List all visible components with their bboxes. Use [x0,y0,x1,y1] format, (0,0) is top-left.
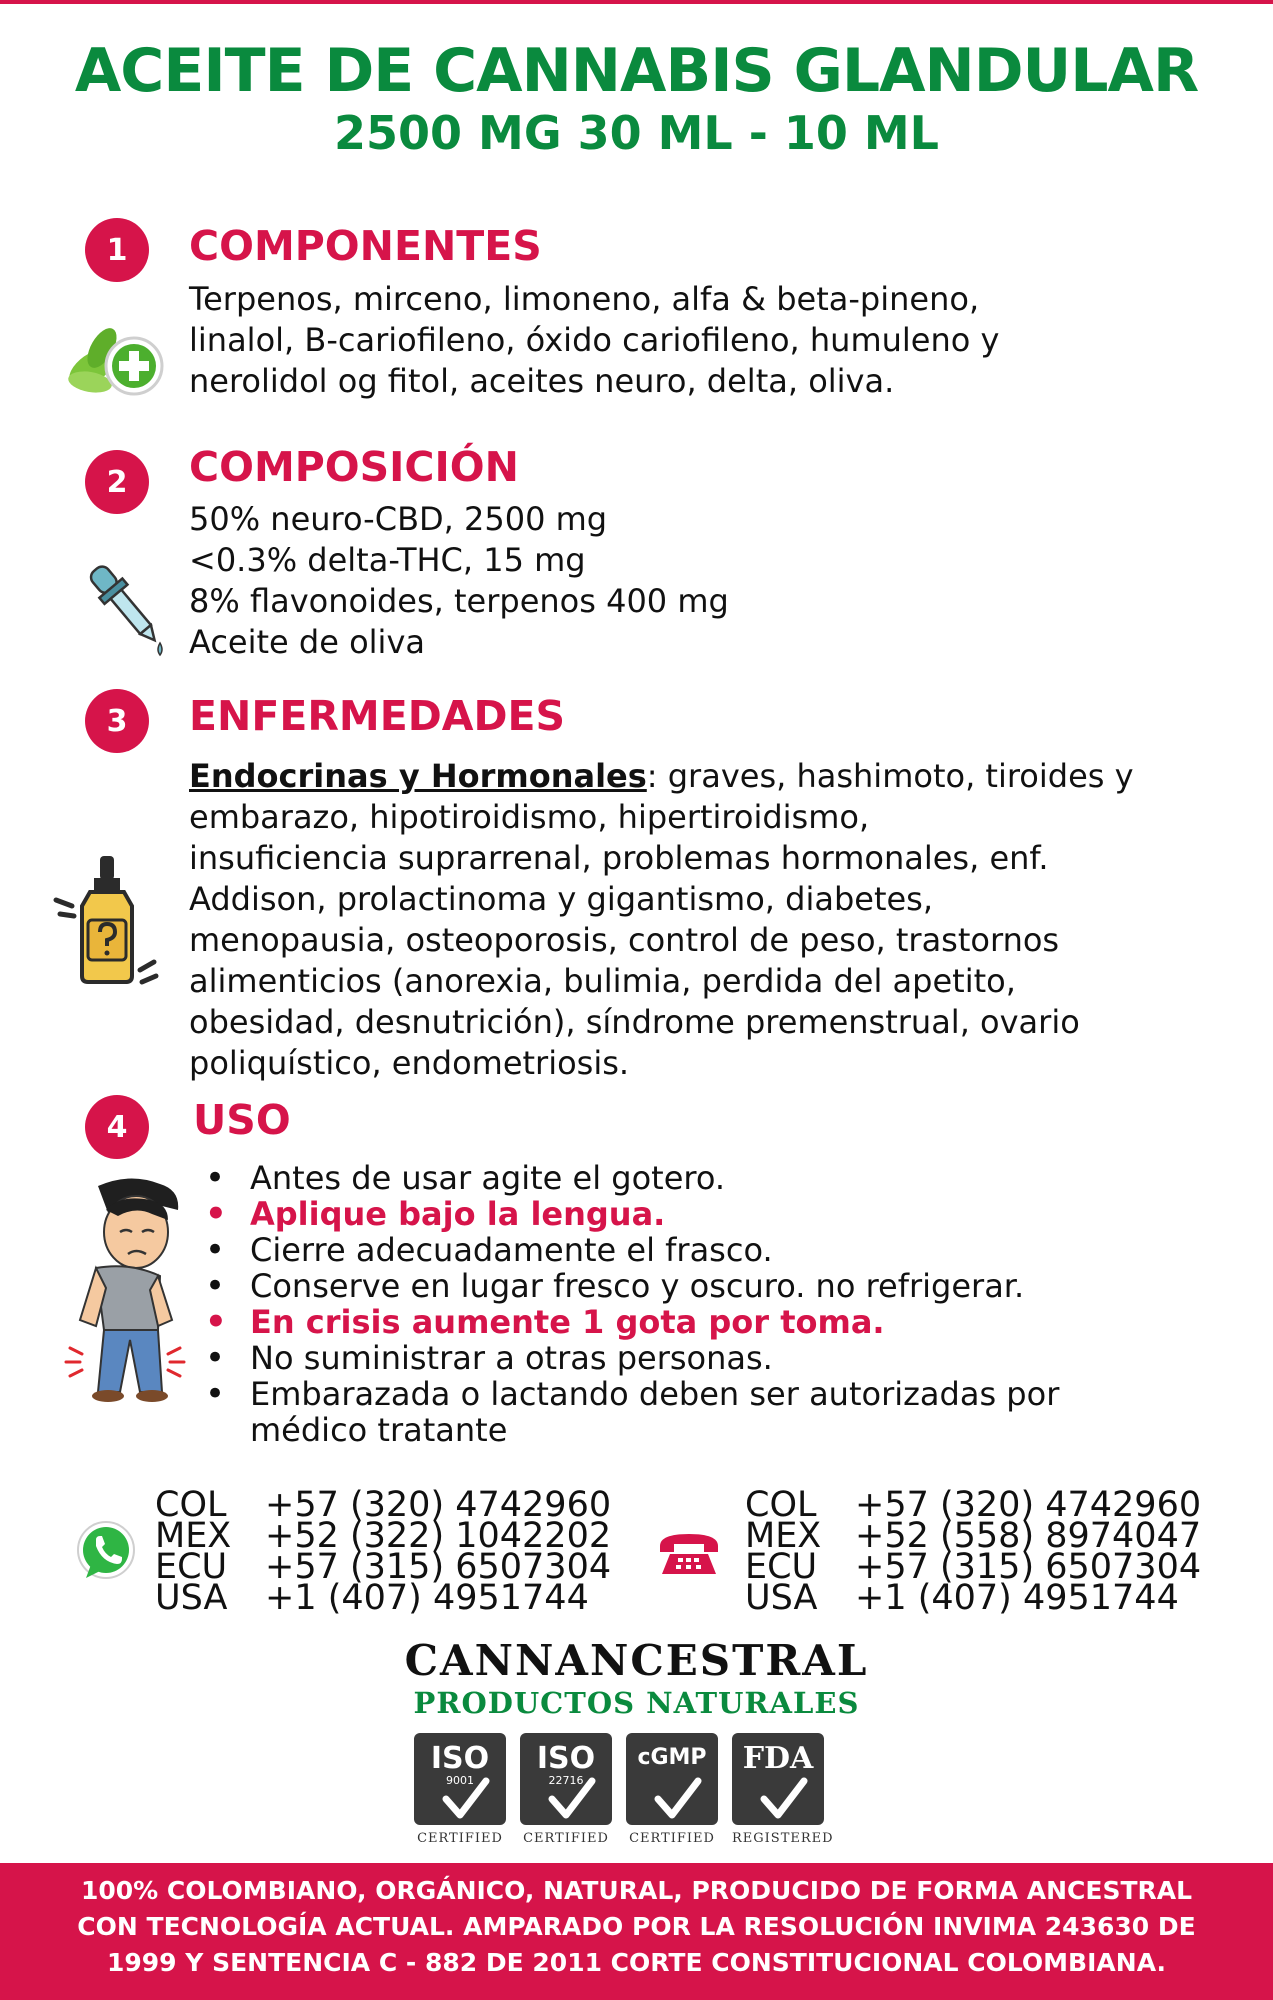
phone-number[interactable]: +1 (407) 4951744 [855,1578,1179,1618]
uso-list [205,1160,1205,1448]
composicion-line: Aceite de oliva [189,623,425,661]
section-title-composicion: COMPOSICIÓN [189,443,519,491]
enfermedades-line: insuficiencia suprarrenal, problemas hormonales, enf. [189,839,1049,877]
composicion-line: 8% flavonoides, terpenos 400 mg [189,582,729,620]
whatsapp-number[interactable]: +57 (320) 4742960 [265,1485,612,1525]
section-number-1: 1 [85,218,149,282]
dropper-icon [80,555,170,663]
cert-iso-9001 [414,1733,506,1846]
enfermedades-line: obesidad, desnutrición), síndrome premenstrual, ovario [189,1003,1080,1041]
whatsapp-icon [72,1518,140,1590]
cert-iso-22716 [520,1733,612,1846]
country-code: COL [745,1485,817,1525]
cert-cgmp [626,1733,718,1846]
uso-item-highlight: • En crisis aumente 1 gota por toma. [205,1304,1205,1340]
uso-item-highlight: • Aplique bajo la lengua. [205,1196,1205,1232]
country-code: ECU [745,1547,818,1587]
phone-contact-row [745,1578,1201,1618]
cert-label: CERTIFIED [417,1831,503,1846]
cert-label: CERTIFIED [523,1831,609,1846]
cert-title: ISO [430,1741,490,1776]
whatsapp-contacts [155,1485,612,1618]
cert-title: FDA [742,1741,814,1776]
enfermedades-category-list: : graves, hashimoto, tiroides y [646,757,1134,795]
cert-title: ISO [536,1741,596,1776]
whatsapp-contact-row [155,1578,611,1618]
enfermedades-line: Addison, prolactinoma y gigantismo, diabetes, [189,880,934,918]
checkmark-icon [758,1777,808,1821]
country-code: ECU [155,1547,228,1587]
uso-item: • Conserve en lugar fresco y oscuro. no refrigerar. [205,1268,1205,1304]
enfermedades-text [189,756,1134,1084]
page-title: ACEITE DE CANNABIS GLANDULAR [74,36,1199,106]
cert-label: REGISTERED [732,1831,834,1846]
checkmark-icon [652,1777,702,1821]
uso-item-continuation: médico tratante [250,1411,508,1449]
footer-line: 100% COLOMBIANO, ORGÁNICO, NATURAL, PRODUCIDO DE FORMA ANCESTRAL [80,1876,1193,1905]
phone-contacts [745,1485,1202,1618]
section-number-2: 2 [85,450,149,514]
phone-number[interactable]: +52 (558) 8974047 [855,1516,1202,1556]
cert-badge [414,1733,506,1825]
enfermedades-category: Endocrinas y Hormonales [189,757,647,795]
componentes-line: Terpenos, mirceno, limoneno, alfa & beta-pineno, [189,280,980,318]
cert-badge [626,1733,718,1825]
checkmark-icon [440,1777,490,1821]
top-border [0,0,1273,4]
country-code: MEX [745,1516,822,1556]
composicion-line: 50% neuro-CBD, 2500 mg [189,500,608,538]
composicion-text [189,499,729,663]
enfermedades-line: alimenticios (anorexia, bulimia, perdida del apetito, [189,962,1016,1000]
footer-line: CON TECNOLOGÍA ACTUAL. AMPARADO POR LA RESOLUCIÓN INVIMA 243630 DE [77,1912,1196,1941]
cert-label: CERTIFIED [629,1831,715,1846]
footer-banner [0,1863,1273,2000]
cert-fda [732,1733,834,1846]
footer-line: 1999 Y SENTENCIA C - 882 DE 2011 CORTE CONSTITUCIONAL COLOMBIANA. [107,1948,1166,1977]
phone-number[interactable]: +57 (320) 4742960 [855,1485,1202,1525]
cert-badge [732,1733,824,1825]
page-subtitle: 2500 MG 30 ML - 10 ML [334,106,939,160]
cert-subtitle: 9001 [446,1774,474,1787]
person-in-pain-icon [40,1170,200,1414]
componentes-text [189,279,999,402]
phone-number[interactable]: +57 (315) 6507304 [855,1547,1202,1587]
country-code: COL [155,1485,227,1525]
componentes-line: nerolidol og fitol, aceites neuro, delta, oliva. [189,362,895,400]
telephone-icon [656,1530,722,1582]
checkmark-icon [546,1777,596,1821]
country-code: USA [745,1578,818,1618]
componentes-line: linalol, B-cariofileno, óxido cariofileno, humuleno y [189,321,1000,359]
enfermedades-line: menopausia, osteoporosis, control de peso, trastornos [189,921,1060,959]
leaf-plus-icon [62,318,168,408]
section-number-3: 3 [85,689,149,753]
enfermedades-first-line [189,756,1134,797]
uso-item: • Cierre adecuadamente el frasco. [205,1232,1205,1268]
uso-item: • Antes de usar agite el gotero. [205,1160,1205,1196]
cert-subtitle: 22716 [548,1774,584,1787]
whatsapp-number[interactable]: +57 (315) 6507304 [265,1547,612,1587]
enfermedades-line: embarazo, hipotiroidismo, hipertiroidismo, [189,798,870,836]
cert-title: cGMP [637,1745,707,1770]
section-title-uso: USO [193,1096,291,1144]
country-code: MEX [155,1516,232,1556]
bottle-question-icon [50,852,162,992]
composicion-line: <0.3% delta-THC, 15 mg [189,541,586,579]
uso-item: • No suministrar a otras personas. [205,1340,1205,1376]
uso-item: • Embarazada o lactando deben ser autorizadas por [205,1376,1205,1412]
cert-badge [520,1733,612,1825]
country-code: USA [155,1578,228,1618]
whatsapp-number[interactable]: +52 (322) 1042202 [265,1516,612,1556]
section-number-4: 4 [85,1095,149,1159]
enfermedades-line: poliquístico, endometriosis. [189,1044,630,1082]
brand-tagline: PRODUCTOS NATURALES [413,1686,860,1720]
section-title-enfermedades: ENFERMEDADES [189,692,566,740]
whatsapp-number[interactable]: +1 (407) 4951744 [265,1578,589,1618]
brand-name: CANNANCESTRAL [404,1636,869,1685]
section-title-componentes: COMPONENTES [189,222,542,270]
